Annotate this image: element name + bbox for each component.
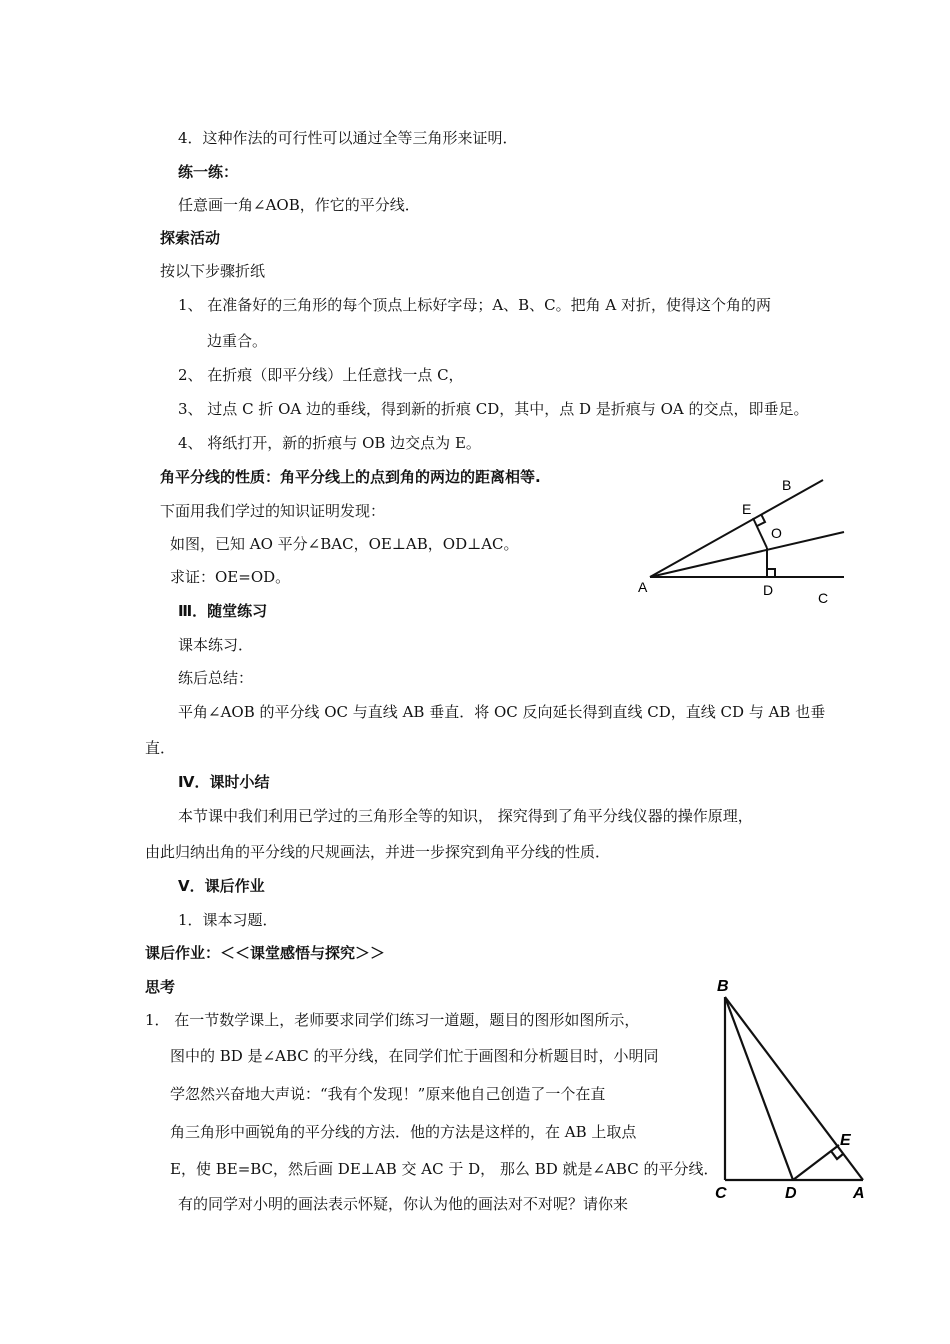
text-line: 本节课中我们利用已学过的三角形全等的知识， 探究得到了角平分线仪器的操作原理， xyxy=(178,807,753,825)
text-line: 3、 过点 C 折 OA 边的垂线，得到新的折痕 CD，其中，点 D 是折痕与 OA 的交点，即垂足。 xyxy=(178,400,809,418)
text-line: 直． xyxy=(145,739,176,757)
section-heading: 思考 xyxy=(145,978,176,996)
segment-de xyxy=(793,1145,839,1180)
text-line: 下面用我们学过的知识证明发现： xyxy=(160,502,386,520)
text-line: 1、 在准备好的三角形的每个顶点上标好字母；A、B、C。把角 A 对折，使得这个角的两 xyxy=(178,296,772,314)
label-c: C xyxy=(715,1185,727,1202)
section-heading: Ⅲ．随堂练习 xyxy=(178,602,268,620)
ray-ao xyxy=(650,532,844,577)
label-e: E xyxy=(742,501,752,517)
text-line: 2、 在折痕（即平分线）上任意找一点 C， xyxy=(178,366,464,384)
label-b: B xyxy=(717,978,729,995)
label-a: A xyxy=(638,579,648,595)
side-ab xyxy=(725,997,863,1180)
text-line: 角三角形中画锐角的平分线的方法．他的方法是这样的，在 AB 上取点 xyxy=(170,1123,637,1141)
text-line: 4．这种作法的可行性可以通过全等三角形来证明． xyxy=(178,129,518,147)
text-line: 有的同学对小明的画法表示怀疑，你认为他的画法对不对呢？请你来 xyxy=(178,1195,629,1213)
label-o: O xyxy=(771,525,782,541)
label-d: D xyxy=(763,582,774,598)
property-statement: 角平分线的性质：角平分线上的点到角的两边的距离相等. xyxy=(160,468,541,486)
text-line: 求证：OE=OD。 xyxy=(170,568,291,586)
text-line: 如图，已知 AO 平分∠BAC，OE⊥AB，OD⊥AC。 xyxy=(170,535,519,553)
text-line: 由此归纳出角的平分线的尺规画法，并进一步探究到角平分线的性质． xyxy=(145,843,611,861)
ray-ab xyxy=(650,480,823,577)
text-line: 平角∠AOB 的平分线 OC 与直线 AB 垂直．将 OC 反向延长得到直线 CD，直线 CD 与 AB 也垂 xyxy=(178,703,826,721)
section-heading: 探索活动 xyxy=(160,229,221,247)
text-line: 学忽然兴奋地大声说：“我有个发现！”原来他自己创造了一个在直 xyxy=(170,1085,606,1103)
right-triangle-figure xyxy=(705,975,875,1205)
text-line: 按以下步骤折纸 xyxy=(160,262,266,280)
text-line: 任意画一角∠AOB，作它的平分线． xyxy=(178,196,420,214)
homework-heading: 课后作业：＜＜课堂感悟与探究＞＞ xyxy=(145,944,386,962)
text-line: 1．课本习题． xyxy=(178,911,278,929)
right-angle-mark-d xyxy=(767,569,775,577)
text-line: 1． 在一节数学课上，老师要求同学们练习一道题，题目的图形如图所示， xyxy=(145,1011,640,1029)
text-line: 课本练习． xyxy=(178,636,254,654)
text-line: 图中的 BD 是∠ABC 的平分线，在同学们忙于画图和分析题目时，小明同 xyxy=(170,1047,659,1065)
text-line: 练后总结： xyxy=(178,669,254,687)
label-d: D xyxy=(785,1185,797,1202)
angle-bisector-figure xyxy=(630,470,860,610)
text-line: 边重合。 xyxy=(207,332,268,350)
text-line: 4、 将纸打开，新的折痕与 OB 边交点为 E。 xyxy=(178,434,481,452)
section-heading: 练一练： xyxy=(178,163,239,181)
segment-bd xyxy=(725,997,793,1180)
label-a: A xyxy=(853,1185,865,1202)
label-e: E xyxy=(840,1132,851,1149)
label-c: C xyxy=(818,590,829,606)
section-heading: Ⅳ．课时小结 xyxy=(178,773,270,791)
text-line: E，使 BE=BC，然后画 DE⊥AB 交 AC 于 D， 那么 BD 就是∠ABC 的平分线． xyxy=(170,1160,719,1178)
label-b: B xyxy=(782,477,792,493)
section-heading: Ⅴ．课后作业 xyxy=(178,877,265,895)
